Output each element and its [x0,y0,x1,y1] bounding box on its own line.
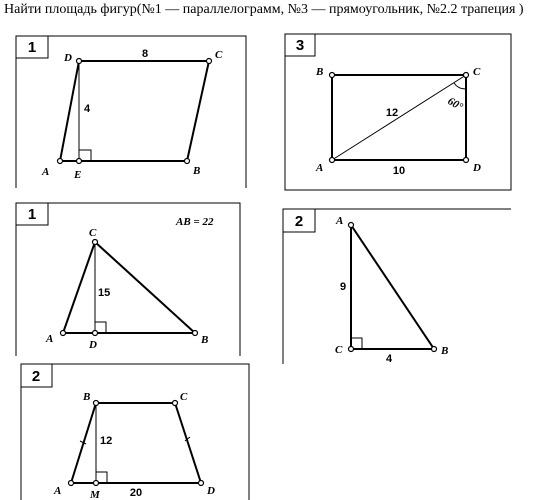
label-b: B [83,391,91,403]
panel-triangle-height [16,203,240,356]
label-c: C [215,49,223,61]
label-a: A [46,333,54,345]
height-length: 15 [98,287,111,299]
parallelogram-shape [60,61,209,161]
panel-right-triangle [283,209,511,365]
horizontal-leg-length: 4 [385,353,393,365]
panel-trapezoid [21,364,249,500]
point-d [464,158,469,163]
point-b [193,331,198,336]
label-b: B [441,345,449,357]
height-length: 4 [84,103,91,115]
diagonal-ac [332,75,466,160]
triangle-shape [351,225,434,349]
label-c: C [335,344,343,356]
label-m: M [90,489,100,500]
point-d [199,481,204,486]
point-b [94,401,99,406]
point-c [93,240,98,245]
point-c [173,401,178,406]
panel-frame [283,209,511,364]
angle-arc [454,83,466,89]
trapezoid-shape [71,403,201,483]
condition-text: AB = 22 [176,216,214,228]
panel-number: 2 [294,213,304,230]
point-a [69,481,74,486]
point-b [432,347,437,352]
label-c: C [89,227,97,239]
label-d: D [89,339,97,351]
panel-number: 1 [27,206,37,223]
panel-frame [16,36,246,188]
label-d: D [64,52,72,64]
point-a [61,331,66,336]
angle-label: 60° [445,95,465,114]
label-b: B [193,165,201,177]
panel-parallelogram [16,36,246,188]
triangle-shape [63,242,195,333]
panel-number: 2 [31,368,41,385]
panel-frame [21,364,249,500]
page-title: Найти площадь фигур(№1 — параллелограмм, №3 — прямоугольник, №2.2 трапеция ) [4,2,524,17]
panel-number: 3 [295,37,305,54]
point-c [464,73,469,78]
vertical-leg-length: 9 [340,281,347,293]
label-c: C [180,391,188,403]
point-c [349,347,354,352]
point-e [77,159,82,164]
panel-rectangle [285,34,511,190]
label-a: A [54,485,62,497]
point-a [349,223,354,228]
point-m [94,481,99,486]
point-d [77,59,82,64]
point-c [207,59,212,64]
label-a: A [336,215,344,227]
point-a [330,158,335,163]
panel-number: 1 [27,39,37,56]
label-b: B [316,66,324,78]
height-length: 12 [100,435,113,447]
segment-md-length: 20 [129,487,143,499]
point-b [330,73,335,78]
label-e: E [74,169,82,181]
top-side-length: 8 [141,48,149,60]
point-a [58,159,63,164]
diagonal-length: 12 [385,107,399,119]
point-b [185,159,190,164]
label-b: B [201,334,209,346]
label-d: D [473,162,481,174]
label-a: A [42,166,50,178]
label-d: D [207,485,215,497]
point-d [93,331,98,336]
label-c: C [473,66,481,78]
bottom-side-length: 10 [392,165,406,177]
label-a: A [316,162,324,174]
